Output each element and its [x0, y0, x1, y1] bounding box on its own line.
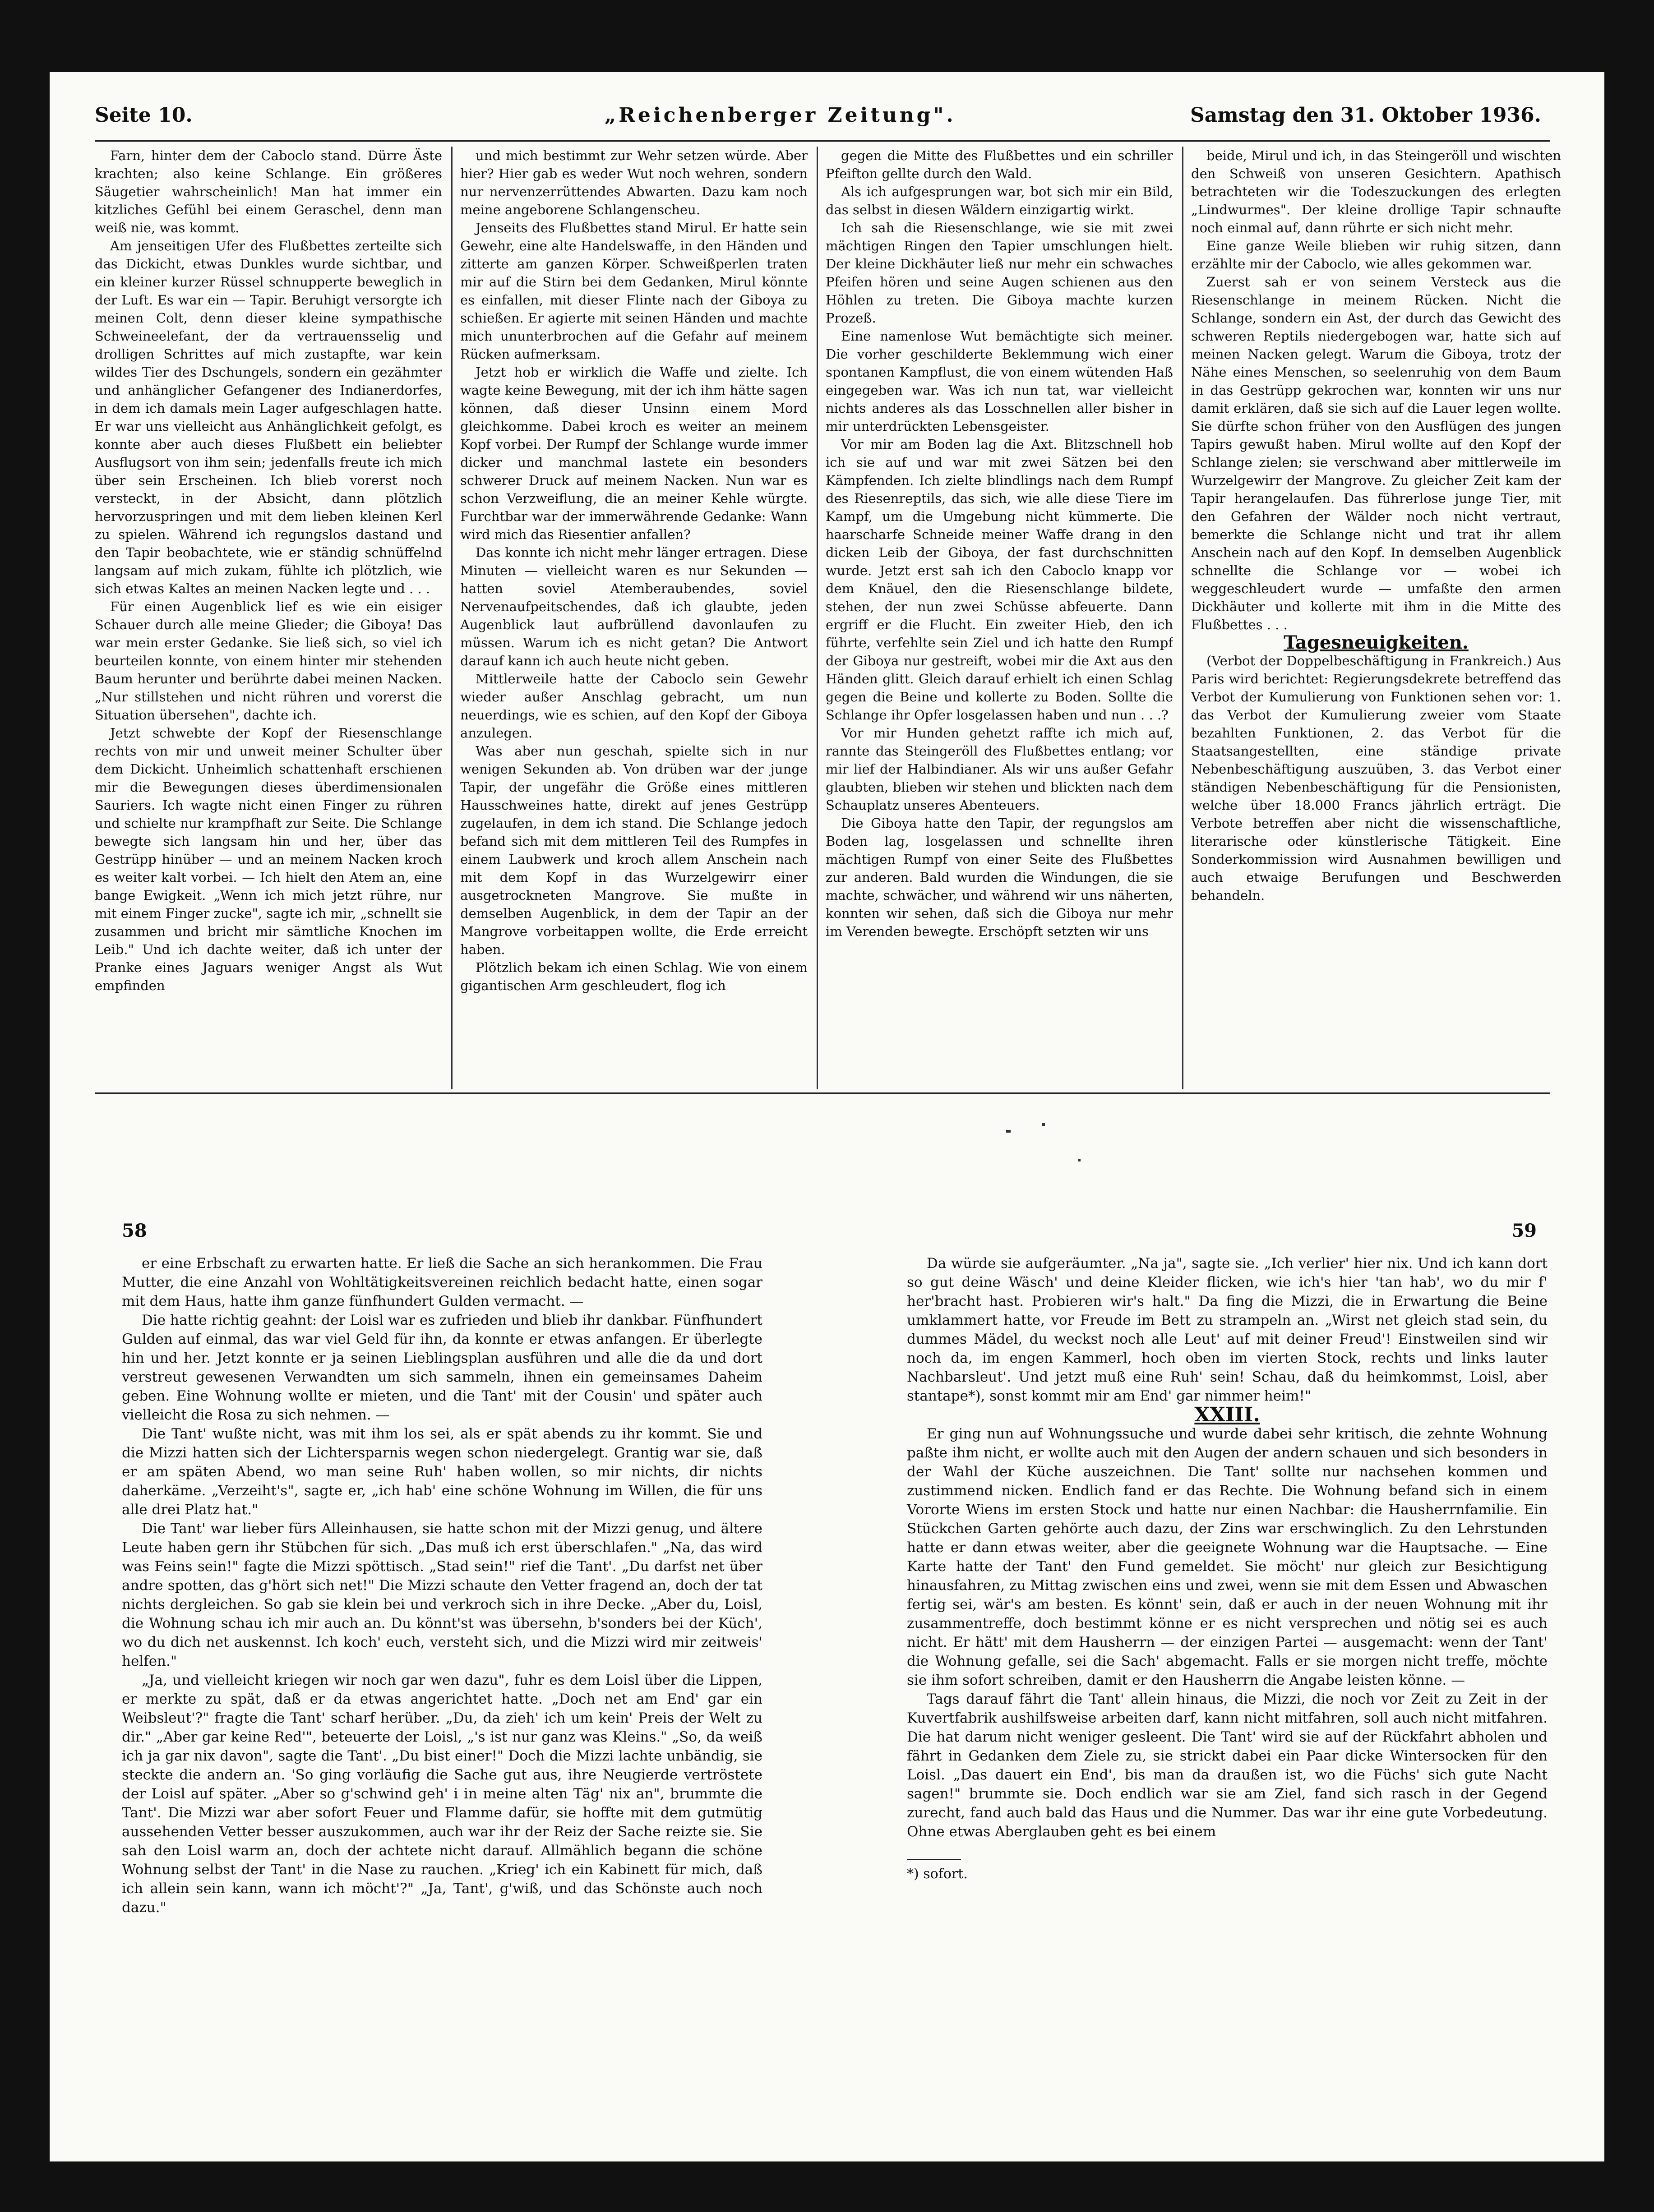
paragraph: Vor mir am Boden lag die Axt. Blitzschnell hob ich sie auf und war mit zwei Sätzen bei den Kämpfenden. Ich zielte blindlings nach dem Rumpf des Riesenreptils, das sich, wie alle diese Tiere im Kampf, um die Umgebung nicht kümmerte. Die haarscharfe Schneide meiner Waffe drang in den dicken Leib der Giboya, der fast durchschnitten wurde. Jetzt erst sah ich den Caboclo knapp vor dem Knäuel, den die Riesenschlange bildete, stehen, der nun zwei Schüsse abfeuerte. Dann ergriff er die Flucht. Ein zweiter Hieb, den ich führte, verfehlte sein Ziel und ich hatte den Rumpf der Giboya nur gestreift, wobei mir die Axt aus den Händen glitt. Gleich darauf erhielt ich einen Schlag gegen die Beine und kollerte zu Boden. Sollte die Schlange ihr Opfer losgelassen haben und nun . . .? — [826, 437, 1173, 723]
paragraph: Was aber nun geschah, spielte sich in nur wenigen Sekunden ab. Von drüben war der junge Tapir, der ungefähr die Größe eines mittleren Hausschweines hatte, direkt auf jenes Gestrüpp zugelaufen, in dem ich stand. Die Schlange jedoch befand sich mit dem mittleren Teil des Rumpfes in einem Laubwerk und kroch allem Anschein nach mit dem Kopf in das Wurzelgewirr einer ausgetrockneten Mangrove. Sie mußte in demselben Augenblick, in dem der Tapir an der Mangrove vorbeitappen wollte, die Erde erreicht haben. — [460, 743, 808, 957]
upper-column-2 — [460, 147, 808, 1085]
paragraph: beide, Mirul und ich, in das Steingeröll und wischten den Schweiß von unseren Gesichtern. Apathisch betrachteten wir die Todeszuckungen des erlegten „Lindwurmes". Der kleine drollige Tapir schnaufte noch einmal auf, dann rührte er sich nicht mehr. — [1191, 148, 1561, 235]
paragraph: und mich bestimmt zur Wehr setzen würde. Aber hier? Hier gab es weder Wut noch wehren, sondern nur nervenzerrüttendes Abwarten. Dazu kam noch meine angeborene Schlangenscheu. — [460, 148, 808, 217]
paragraph: Ich sah die Riesenschlange, wie sie mit zwei mächtigen Ringen den Tapier umschlungen hielt. Der kleine Dickhäuter ließ nur mehr ein schwaches Pfeifen hören und seine Augen schienen aus den Höhlen zu treten. Die Giboya machte kurzen Prozeß. — [826, 220, 1173, 326]
paragraph: Für einen Augenblick lief es wie ein eisiger Schauer durch alle meine Glieder; die Giboya! Das war mein erster Gedanke. Sie ließ sich, so viel ich beurteilen konnte, von einem hinter mir stehenden Baum herunter und berührte dabei meinen Nacken. „Nur stillstehen und nicht rühren und vorerst die Situation übersehen", dachte ich. — [95, 599, 442, 723]
paragraph: Da würde sie aufgeräumter. „Na ja", sagte sie. „Ich verlier' hier nix. Und ich kann dort so gut deine Wäsch' und deine Kleider flicken, wie ich's hier 'tan hab', wo du mir f' her'bracht hast. Probieren wir's halt." Da fing die Mizzi, die in Erwartung die Beine umklammert hatte, vor Freude im Bett zu strampeln an. „Wirst net gleich stad sein, du dummes Mädel, du weckst noch alle Leut' auf mit deiner Freud'! Einstweilen sind wir noch da, im engen Kammerl, hoch oben im vierten Stock, rechts und links lauter Nachbarsleut'. Und jetzt muß eine Ruh' sein! Schau, daß du heimkommst, Loisl, aber stantape*), sonst kommt mir am End' gar nimmer heim!" — [907, 1255, 1548, 1404]
page-number-right: 59 — [1511, 1220, 1537, 1241]
paragraph: Farn, hinter dem der Caboclo stand. Dürre Äste krachten; also keine Schlange. Ein größeres Säugetier wahrscheinlich! Man hat immer ein kitzliches Gefühl bei einem Geraschel, denn man weiß nie, was kommt. — [95, 148, 442, 235]
print-speck — [1042, 1123, 1045, 1126]
paragraph: Jenseits des Flußbettes stand Mirul. Er hatte sein Gewehr, eine alte Handelswaffe, in den Händen und zitterte am ganzen Körper. Schweißperlen traten mir auf die Stirn bei dem Gedanken, Mirul könnte es einfallen, mit dieser Flinte nach der Giboya zu schießen. Er agierte mit seinen Händen und machte mich ununterbrochen auf die Gefahr auf meinem Rücken aufmerksam. — [460, 220, 808, 362]
issue-date: Samstag den 31. Oktober 1936. — [1190, 104, 1541, 127]
paragraph: Die Giboya hatte den Tapir, der regungslos am Boden lag, losgelassen und schnellte ihren mächtigen Rumpf von einer Seite des Flußbettes zur anderen. Bald wurden die Windungen, die sie machte, schwächer, und während wir uns näherten, konnten wir sehen, daß sich die Giboya nur mehr im Verenden bewegte. Erschöpft setzten wir uns — [826, 816, 1173, 939]
newspaper-title: „Reichenberger Zeitung". — [605, 104, 956, 127]
upper-column-4 — [1191, 147, 1561, 1085]
column-divider — [1182, 147, 1183, 1089]
paragraph: Mittlerweile hatte der Caboclo sein Gewehr wieder außer Anschlag gebracht, um nun neuerdings, wie es schien, auf den Kopf der Giboya anzulegen. — [460, 671, 808, 741]
paragraph: er eine Erbschaft zu erwarten hatte. Er ließ die Sache an sich herankommen. Die Frau Mutter, die eine Anzahl von Wohltätigkeitsvereinen reichlich bedacht hatte, einen sogar mit dem Haus, hatte ihm ganze fünfhundert Gulden vermacht. — — [122, 1255, 762, 1309]
paragraph: Eine ganze Weile blieben wir ruhig sitzen, dann erzählte mir der Caboclo, wie alles gekommen war. — [1191, 238, 1561, 272]
upper-article — [95, 147, 1570, 1094]
header-rule — [95, 140, 1550, 142]
paragraph: Jetzt hob er wirklich die Waffe und zielte. Ich wagte keine Bewegung, mit der ich ihm hätte sagen können, daß dieser Unsinn einem Mord gleichkomme. Dabei kroch es weiter an meinem Kopf vorbei. Der Rumpf der Schlange wurde immer dicker und manchmal lastete ein besonders schwerer Druck auf meinem Nacken. Nun war es schon Verzweiflung, die an meiner Kehle würgte. Furchtbar war der immerwährende Gedanke: Wann wird mich das Riesentier anfallen? — [460, 364, 808, 542]
paragraph: Er ging nun auf Wohnungssuche und wurde dabei sehr kritisch, die zehnte Wohnung paßte ihm nicht, er wollte auch mit den Augen der andern schauen und sich besonders in der Wahl der Küche auszeichnen. Die Tant' sollte nur nachsehen kommen und zustimmend nicken. Endlich fand er das Rechte. Die Wohnung befand sich in einem Vororte Wiens im ersten Stock und hatte nur einen Nachbar: die Hausherrnfamilie. Ein Stückchen Garten gehörte auch dazu, der Zins war erschwinglich. Zu den Lehrstunden hatte er dann etwas weiter, aber die geeignete Wohnung war die Hauptsache. — Eine Karte hatte der Tant' den Fund gemeldet. Sie möcht' nur gleich zur Besichtigung hinausfahren, zu Mittag zwischen eins und zwei, wenn sie mit dem Essen und Abwaschen fertig sei, wär's am besten. Es könnt' sein, daß er auch in der neuen Wohnung mit ihr zusammentreffe, doch bestimmt könne er es nicht versprechen und nötig sei es auch nicht. Er hätt' mit dem Hausherrn — der einzigen Partei — ausgemacht: wenn der Tant' die Wohnung gefalle, sei die Sach' abgemacht. Falls er sie morgen nicht treffe, möchte sie ihm sofort schreiben, damit er den Hausherrn die Angabe leisten könne. — — [907, 1426, 1548, 1688]
section-rule — [95, 1092, 1550, 1094]
paragraph: Plötzlich bekam ich einen Schlag. Wie von einem gigantischen Arm geschleudert, flog ich — [460, 960, 808, 993]
lower-right-page — [907, 1254, 1548, 1884]
print-speck — [1006, 1130, 1011, 1133]
footnote-rule — [907, 1859, 961, 1860]
upper-column-3 — [826, 147, 1173, 1085]
news-section-title: Tagesneuigkeiten. — [1284, 632, 1469, 653]
lower-left-page — [122, 1254, 762, 1917]
paragraph: Eine namenlose Wut bemächtigte sich meiner. Die vorher geschilderte Beklemmung wich einer spontanen Kampflust, die von einem wütenden Haß eingegeben war. Was ich nun tat, war vielleicht nichts anderes als das Losschnellen aller bisher in mir unterdrückten Lebensgeister. — [826, 328, 1173, 434]
paragraph: Die hatte richtig geahnt: der Loisl war es zufrieden und blieb ihr dankbar. Fünfhundert Gulden auf einmal, das war viel Geld für ihn, da konnte er etwas anfangen. Er überlegte hin und her. Jetzt konnte er ja seinen Lieblingsplan ausführen und alle die da und dort verstreut gewesenen Verwandten um sich sammeln, ihnen ein gemeinsames Daheim geben. Eine Wohnung wollte er mieten, und die Tant' mit der Cousin' und später auch vielleicht die Rosa zu sich nehmen. — — [122, 1312, 762, 1423]
news-item: (Verbot der Doppelbeschäftigung in Frankreich.) Aus Paris wird berichtet: Regierungsdekrete betreffend das Verbot der Kumulierung von Funktionen sehen vor: 1. das Verbot der Kumulierung zweier vom Staate bezahlten Funktionen, 2. das Verbot für die Staatsangestellten, eine ständige private Nebenbeschäftigung auszuüben, 3. das Verbot einer ständigen Nebenbeschäftigung für die Pensionisten, welche über 18.000 Francs jährlich erträgt. Die Verbote betreffen aber nicht die wissenschaftliche, literarische oder künstlerische Tätigkeit. Eine Sonderkommission wird Ausnahmen bewilligen und auch etwaige Berufungen und Beschwerden behandeln. — [1191, 653, 1561, 903]
upper-column-1 — [95, 147, 442, 1085]
paragraph: Jetzt schwebte der Kopf der Riesenschlange rechts von mir und unweit meiner Schulter über dem Dickicht. Unheimlich schattenhaft erschienen mir die Bewegungen dieses überdimensionalen Sauriers. Ich wagte nicht einen Finger zu rühren und schielte nur krampfhaft zur Seite. Die Schlange bewegte sich langsam hin und her, über das Gestrüpp hinüber — und an meinem Nacken kroch es weiter kalt vorbei. — Ich hielt den Atem an, eine bange Ewigkeit. „Wenn ich mich jetzt rühre, nur mit einem Finger zucke", sagte ich mir, „schnellt sie zusammen und bricht mir sämtliche Knochen im Leib." Und ich dachte weiter, daß ich unter der Pranke eines Jaguars weniger Angst als Wut empfinden — [95, 725, 442, 993]
column-divider — [451, 147, 453, 1089]
paragraph: „Ja, und vielleicht kriegen wir noch gar wen dazu", fuhr es dem Loisl über die Lippen, er merkte zu spät, daß er da etwas angerichtet hatte. „Doch net am End' gar ein Weibsleut'?" fragte die Tant' scharf herüber. „Du, da zieh' ich um kein' Preis der Welt zu dir." „Aber gar keine Red'", beteuerte der Loisl, „'s ist nur ganz was Kleins." „So, da weiß ich ja gar nix davon", sagte die Tant'. „Du bist einer!" Doch die Mizzi lachte unbändig, sie steckte die andern an. 'So ging vorläufig die Sache gut aus, ihre Neugierde vertröstete der Loisl auf später. „Aber so g'schwind geh' i in meine alten Täg' nix an", brummte die Tant'. Die Mizzi war aber sofort Feuer und Flamme dafür, sie hoffte mit dem gutmütig aussehenden Vetter besser auszukommen, auch war ihr der Reiz der Sache reizte sie. Sie sah den Loisl warm an, doch der achtete nicht darauf. Allmählich begann die schöne Wohnung selbst der Tant' in die Nase zu rauchen. „Krieg' ich ein Kabinett für mich, daß ich allein sein kann, wann ich möcht'?" „Ja, Tant', g'wiß, und das Schönste auch noch dazu." — [122, 1672, 762, 1916]
paragraph: gegen die Mitte des Flußbettes und ein schriller Pfeifton gellte durch den Wald. — [826, 148, 1173, 181]
print-speck — [1078, 1159, 1081, 1161]
paragraph: Am jenseitigen Ufer des Flußbettes zerteilte sich das Dickicht, etwas Dunkles wurde sichtbar, und ein kleiner kurzer Rüssel schnupperte beweglich in der Luft. Es war ein — Tapir. Beruhigt versorgte ich meinen Colt, denn dieser kleine sympathische Schweineelefant, der da vertrauensselig und drolligen Schrittes auf mich zustapfte, war kein wildes Tier des Dschungels, sondern ein gezähmter und anhänglicher Gefangener des Indianerdorfes, in dem ich damals mein Lager aufgeschlagen hatte. Er war uns vielleicht aus Anhänglichkeit gefolgt, es konnte aber auch dieses Flußbett ein beliebter Ausflugsort von ihm sein; jedenfalls freute ich mich über sein Erscheinen. Ich blieb vorerst noch versteckt, in der Absicht, dann plötzlich hervorzuspringen und mit dem lieben kleinen Kerl zu spielen. Während ich regungslos dastand und den Tapir beobachtete, wie er ständig schnüffelnd langsam auf mich zukam, fühlte ich plötzlich, wie sich etwas Kaltes an meinen Nacken legte und . . . — [95, 238, 442, 596]
paragraph: Das konnte ich nicht mehr länger ertragen. Diese Minuten — vielleicht waren es nur Sekunden — hatten soviel Atemberaubendes, soviel Nervenaufpeitschendes, daß ich glaubte, jeden Augenblick laut aufbrüllend davonlaufen zu müssen. Warum ich es nicht getan? Die Antwort darauf kann ich auch heute nicht geben. — [460, 545, 808, 668]
page-label: Seite 10. — [95, 104, 193, 127]
column-divider — [817, 147, 818, 1089]
paragraph: Vor mir Hunden gehetzt raffte ich mich auf, rannte das Steingeröll des Flußbettes entlang; vor mir lief der Halbindianer. Als wir uns außer Gefahr glaubten, blieben wir stehen und blickten nach dem Schauplatz unseres Abenteuers. — [826, 725, 1173, 813]
chapter-heading: XXIII. — [1194, 1403, 1260, 1426]
page-number-left: 58 — [122, 1220, 147, 1241]
paragraph: Tags darauf fährt die Tant' allein hinaus, die Mizzi, die noch vor Zeit zu Zeit in der Kuvertfabrik aushilfsweise arbeiten darf, kann nicht mitfahren, soll auch nicht mitfahren. Die hat darum nicht weniger gesleent. Die Tant' wird sie auf der Rückfahrt abholen und fährt in Gedanken dem Ziele zu, sie strickt dabei ein Paar dicke Wintersocken für den Loisl. „Das dauert ein End', bis man da draußen ist, wo die Füchs' sich gute Nacht sagen!" brummte sie. Doch endlich war sie am Ziel, fand sich rasch in der Gegend zurecht, fand auch bald das Haus und die Nummer. Das war ihr eine gute Vorbedeutung. Ohne etwas Aberglauben geht es bei einem — [907, 1691, 1548, 1840]
paragraph: Die Tant' wußte nicht, was mit ihm los sei, als er spät abends zu ihr kommt. Sie und die Mizzi hatten sich der Lichtersparnis wegen schon niedergelegt. Grantig war sie, daß er am späten Abend, wo man seine Ruh' haben wollen, so mir nichts, dir nichts daherkäme. „Verzeiht's", sagte er, „ich hab' eine schöne Wohnung im Willen, die für uns alle drei Platz hat." — [122, 1426, 762, 1518]
paragraph: Als ich aufgesprungen war, bot sich mir ein Bild, das selbst in diesen Wäldern einzigartig wirkt. — [826, 184, 1173, 217]
paragraph: Die Tant' war lieber fürs Alleinhausen, sie hatte schon mit der Mizzi genug, und ältere Leute haben gern ihr Stübchen für sich. „Das muß ich erst überschlafen." „Na, das wird was Feins sein!" fagte die Mizzi spöttisch. „Stad sein!" rief die Tant'. „Du darfst net über andre spotten, das g'hört sich net!" Die Mizzi schaute den Vetter fragend an, doch der tat nichts dergleichen. So gab sie klein bei und verkroch sich in ihre Decke. „Aber du, Loisl, die Wohnung schau ich mir auch an. Du könnt'st was übersehn, b'sonders bei der Küch', wo du dich net auskennst. Ich koch' euch, versteht sich, und die Mizzi wird mir zeitweis' helfen." — [122, 1521, 762, 1669]
paragraph: Zuerst sah er von seinem Versteck aus die Riesenschlange in meinem Rücken. Nicht die Schlange, sondern ein Ast, der durch das Gewicht des schweren Reptils niedergebogen war, hatte sich auf meinen Nacken gelegt. Warum die Giboya, trotz der Nähe eines Menschen, so seelenruhig von dem Baum in das Gestrüpp gekrochen war, konnten wir uns nur damit erklären, daß sie sich auf die Lauer legen wollte. Sie dürfte schon früher von den Ausflügen des jungen Tapirs gewußt haben. Mirul wollte auf den Kopf der Schlange zielen; sie verschwand aber mittlerweile im Wurzelgewirr der Mangrove. Zu gleicher Zeit kam der Tapir herangelaufen. Das führerlose junge Tier, mit den Gefahren der Wälder noch nicht vertraut, bemerkte die Schlange nicht und trat ihr allem Anschein nach auf den Kopf. In demselben Augenblick schnellte die Schlange vor — wobei ich weggeschleudert wurde — umfaßte den armen Dickhäuter und kollerte mit ihm in die Mitte des Flußbettes . . . — [1191, 274, 1561, 632]
footnote: *) sofort. — [907, 1866, 968, 1882]
newspaper-page — [50, 72, 1604, 2161]
